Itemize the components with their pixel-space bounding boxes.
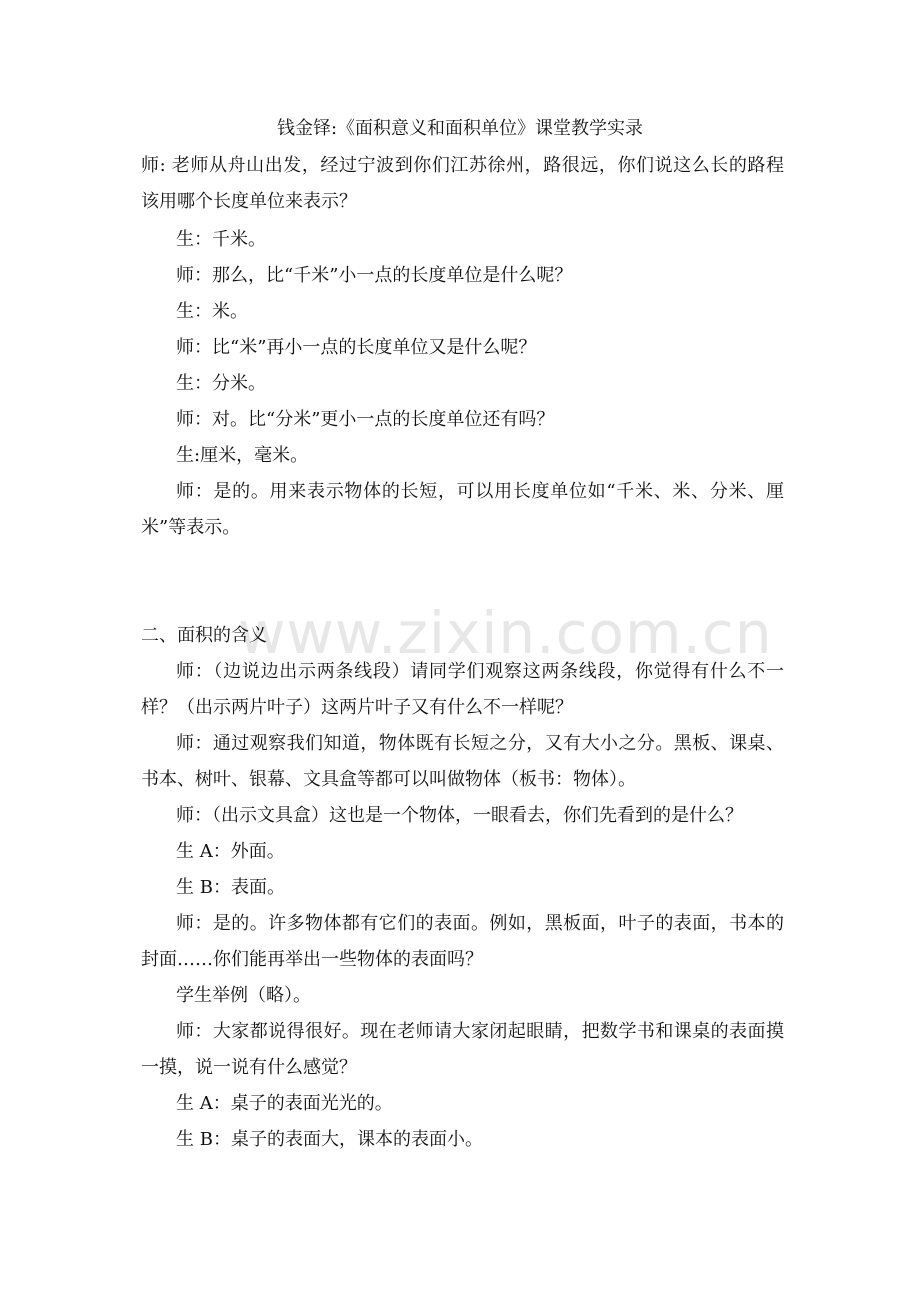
text-line: 师：（边说边出示两条线段）请同学们观察这两条线段，你觉得有什么不一 xyxy=(176,661,784,682)
text-line: 生：千米。 xyxy=(176,229,266,250)
text-line: 生 A：外面。 xyxy=(176,841,285,862)
text-line: 师：比“米”再小一点的长度单位又是什么呢？ xyxy=(176,337,537,358)
text-line: 生:厘米，毫米。 xyxy=(176,445,309,466)
text-line: 师：大家都说得很好。现在老师请大家闭起眼睛，把数学书和课桌的表面摸 xyxy=(176,1021,784,1042)
text-line: 师：（出示文具盒）这也是一个物体，一眼看去，你们先看到的是什么？ xyxy=(176,805,743,826)
text-line: 师：那么，比“千米”小一点的长度单位是什么呢？ xyxy=(176,265,573,286)
text-line: 样？（出示两片叶子）这两片叶子又有什么不一样呢？ xyxy=(141,697,573,718)
text-line: 师：是的。用来表示物体的长短，可以用长度单位如“千米、米、分米、厘 xyxy=(176,481,784,502)
watermark: www.zixin.com.cn xyxy=(238,599,773,667)
text-line: 师: 老师从舟山出发，经过宁波到你们江苏徐州，路很远，你们说这么长的路程 xyxy=(141,155,784,176)
text-line: 米”等表示。 xyxy=(141,517,241,538)
text-line: 师：对。比“分米”更小一点的长度单位还有吗？ xyxy=(176,409,555,430)
document-title: 钱金铎:《面积意义和面积单位》课堂教学实录 xyxy=(276,118,644,139)
text-line: 书本、树叶、银幕、文具盒等都可以叫做物体（板书：物体）。 xyxy=(141,769,636,790)
text-line: 学生举例（略）。 xyxy=(176,985,311,1006)
section-heading: 二、面积的含义 xyxy=(141,625,267,646)
text-line: 生：分米。 xyxy=(176,373,266,394)
text-line: 师：是的。许多物体都有它们的表面。例如，黑板面，叶子的表面，书本的 xyxy=(176,913,784,934)
text-line: 封面……你们能再举出一些物体的表面吗？ xyxy=(141,949,483,970)
text-line: 生：米。 xyxy=(176,301,248,322)
text-line: 该用哪个长度单位来表示？ xyxy=(141,191,357,212)
text-line: 生 A：桌子的表面光光的。 xyxy=(176,1093,393,1114)
text-line: 生 B：表面。 xyxy=(176,877,285,898)
text-line: 一摸，说一说有什么感觉？ xyxy=(141,1057,357,1078)
text-line: 师：通过观察我们知道，物体既有长短之分，又有大小之分。黑板、课桌、 xyxy=(176,733,784,754)
text-line: 生 B：桌子的表面大，课本的表面小。 xyxy=(176,1129,483,1150)
